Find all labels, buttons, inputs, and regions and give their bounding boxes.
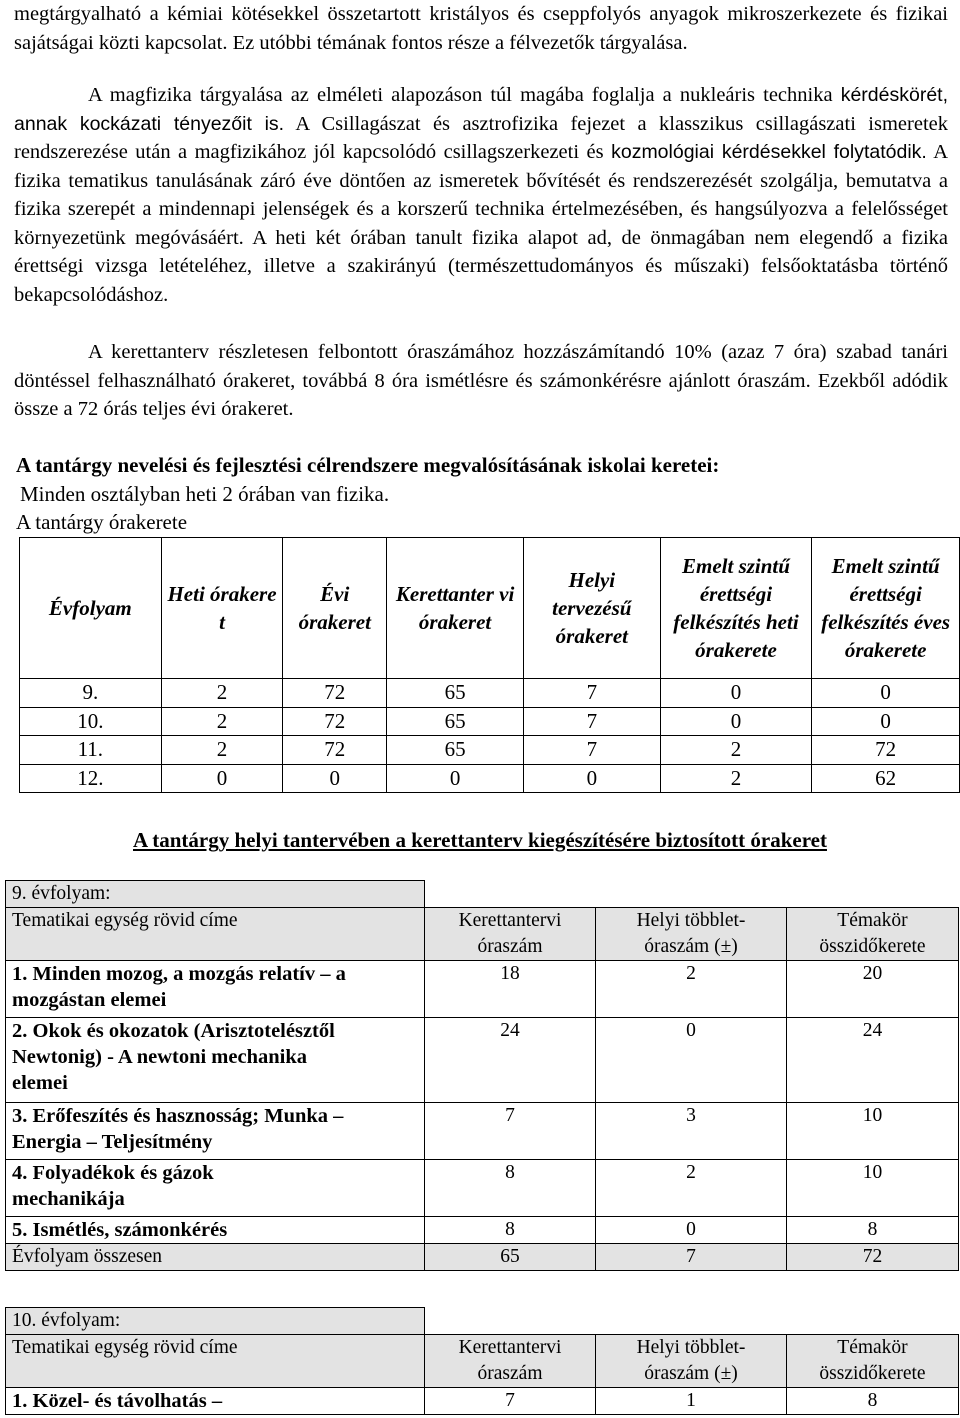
table-cell: 72 (283, 707, 387, 736)
paragraph-physics (14, 81, 948, 309)
text-segment: A fizika tematikus tanulásának záró éve döntően az ismeretek bővítését és rendszerezését szolgálja, bemutatva a fizika szerepét a mindennapi jelenségek és a korszerű technika értelmezésében, és hangsúlyozva a felelősséget környezetünk megóvásáért. A heti két órában tanult fizika alapot ad, de önmagában nem elegendő a fizika érettségi vizsga letételéhez, illetve a szakirányú (természettudományos és műszaki) felsőoktatásba történő bekapcsolódáshoz. (14, 141, 949, 306)
header-cell: Kerettantervi óraszám (425, 908, 596, 961)
header-cell: Emelt szintű érettségi felkészítés heti órakerete (660, 538, 812, 679)
header-cell: Témakör összidőkerete (787, 1335, 959, 1388)
table-cell: 72 (283, 679, 387, 708)
grade9-table (5, 880, 959, 1271)
heading-hours: A tantárgy órakerete (16, 510, 188, 534)
table-cell: 65 (387, 679, 524, 708)
paragraph-hours: A kerettanterv részletesen felbontott óraszámához hozzászámítandó 10% (azaz 7 óra) szabad tanári döntéssel felhasználható órakeret, továbbá 8 óra ismétlésre és számonkérésre ajánlott óraszám. Ezekből adódik össze a 72 órás teljes évi órakeret. (14, 341, 948, 420)
table-cell: 0 (660, 707, 812, 736)
heading-framework: A tantárgy nevelési és fejlesztési célrendszere megvalósításának iskolai keretei: (16, 453, 720, 477)
text-segment: A Csillagászat és asztrofizika fejezet a klasszikus csillagászati ismeretek rendszerezése után a magfizikához jól kapcsolódó csillagszerkezeti és (14, 112, 948, 163)
table-header-row (6, 908, 959, 961)
table-row (20, 679, 960, 708)
unit-name: 1. Minden mozog, a mozgás relatív – a mozgástan elemei (6, 961, 425, 1018)
paragraph-intro: megtárgyalható a kémiai kötésekkel összetartott kristályos és cseppfolyós anyagok mikroszerkezete és fizikai sajátságai közti kapcsolat. Ez utóbbi témának fontos része a félvezetők tárgyalása. (14, 3, 948, 54)
header-cell: Heti órakere t (161, 538, 283, 679)
text-segment: kozmológiai kérdésekkel folytatódik. (611, 141, 927, 163)
table-row (20, 764, 960, 793)
table-cell: 10 (787, 1160, 959, 1217)
table-row (6, 1217, 959, 1244)
header-cell: Emelt szintű érettségi felkészítés éves órakerete (812, 538, 960, 679)
header-cell: Kerettanter vi órakeret (387, 538, 524, 679)
table-cell: 0 (812, 679, 960, 708)
table-cell: 0 (523, 764, 660, 793)
grade10-title: 10. évfolyam: (6, 1308, 425, 1335)
grade9-title: 9. évfolyam: (6, 881, 425, 908)
header-cell: Évi órakeret (283, 538, 387, 679)
table-cell: 3 (596, 1103, 787, 1160)
text-segment: A magfizika tárgyalása az elméleti alapozáson túl magába foglalja a nukleáris technika (88, 84, 833, 106)
table-row (20, 707, 960, 736)
table-cell: 62 (812, 764, 960, 793)
header-cell: Helyi többlet- óraszám (±) (596, 1335, 787, 1388)
table-cell: 8 (787, 1217, 959, 1244)
table-cell: 0 (596, 1217, 787, 1244)
table-cell: 2 (660, 736, 812, 765)
table-cell: 7 (523, 679, 660, 708)
table-cell: 24 (787, 1018, 959, 1103)
table-cell: 20 (787, 961, 959, 1018)
table-cell: 2 (596, 961, 787, 1018)
table-header-row (6, 1335, 959, 1388)
table-cell: 2 (660, 764, 812, 793)
unit-name: 2. Okok és okozatok (Arisztotelésztől Newtonig) - A newtoni mechanika elemei (6, 1018, 425, 1103)
unit-name: 1. Közel- és távolhatás – (6, 1388, 425, 1415)
table-cell: 65 (425, 1244, 596, 1271)
hours-table (19, 537, 960, 793)
table-cell: 10. (20, 707, 162, 736)
heading-local-curriculum: A tantárgy helyi tantervében a kerettanterv kiegészítésére biztosított órakeret (133, 828, 827, 852)
table-cell: 2 (161, 679, 283, 708)
table-cell: 8 (787, 1388, 959, 1415)
table-header-row (20, 538, 960, 679)
total-label: Évfolyam összesen (6, 1244, 425, 1271)
table-cell: 2 (596, 1160, 787, 1217)
table-cell: 10 (787, 1103, 959, 1160)
table-row (6, 1388, 959, 1415)
table-cell: 11. (20, 736, 162, 765)
table-cell: 72 (283, 736, 387, 765)
table-row (6, 1160, 959, 1217)
unit-name: 3. Erőfeszítés és hasznosság; Munka – Energia – Teljesítmény (6, 1103, 425, 1160)
table-row (20, 736, 960, 765)
header-cell: Témakör összidőkerete (787, 908, 959, 961)
table-cell: 12. (20, 764, 162, 793)
grade10-table (5, 1307, 959, 1415)
unit-name: 5. Ismétlés, számonkérés (6, 1217, 425, 1244)
table-cell: 7 (425, 1103, 596, 1160)
table-row (6, 1018, 959, 1103)
table-cell: 24 (425, 1018, 596, 1103)
header-cell: Helyi többlet- óraszám (±) (596, 908, 787, 961)
header-cell: Tematikai egység rövid címe (6, 908, 425, 961)
table-cell: 7 (596, 1244, 787, 1271)
table-row (6, 1103, 959, 1160)
table-cell: 0 (596, 1018, 787, 1103)
table-cell: 65 (387, 736, 524, 765)
header-cell: Tematikai egység rövid címe (6, 1335, 425, 1388)
table-cell: 65 (387, 707, 524, 736)
table-cell: 0 (161, 764, 283, 793)
table-cell: 8 (425, 1217, 596, 1244)
table-cell: 18 (425, 961, 596, 1018)
table-cell: 7 (523, 736, 660, 765)
table-cell: 2 (161, 707, 283, 736)
table-total-row (6, 1244, 959, 1271)
unit-name: 4. Folyadékok és gázok mechanikája (6, 1160, 425, 1217)
table-cell: 0 (812, 707, 960, 736)
header-cell: Évfolyam (20, 538, 162, 679)
table-cell: 2 (161, 736, 283, 765)
table-cell: 72 (812, 736, 960, 765)
table-cell: 7 (523, 707, 660, 736)
header-cell: Kerettantervi óraszám (425, 1335, 596, 1388)
header-cell: Helyi tervezésű órakeret (523, 538, 660, 679)
table-row (6, 961, 959, 1018)
table-cell: 9. (20, 679, 162, 708)
table-cell: 7 (425, 1388, 596, 1415)
table-cell: 0 (660, 679, 812, 708)
table-cell: 0 (387, 764, 524, 793)
table-cell: 72 (787, 1244, 959, 1271)
text-segment: kérdéskörét, annak kockázati tényezőit is. (14, 84, 949, 135)
table-cell: 8 (425, 1160, 596, 1217)
table-cell: 1 (596, 1388, 787, 1415)
table-cell: 0 (283, 764, 387, 793)
framework-note: Minden osztályban heti 2 órában van fizika. (20, 482, 390, 506)
